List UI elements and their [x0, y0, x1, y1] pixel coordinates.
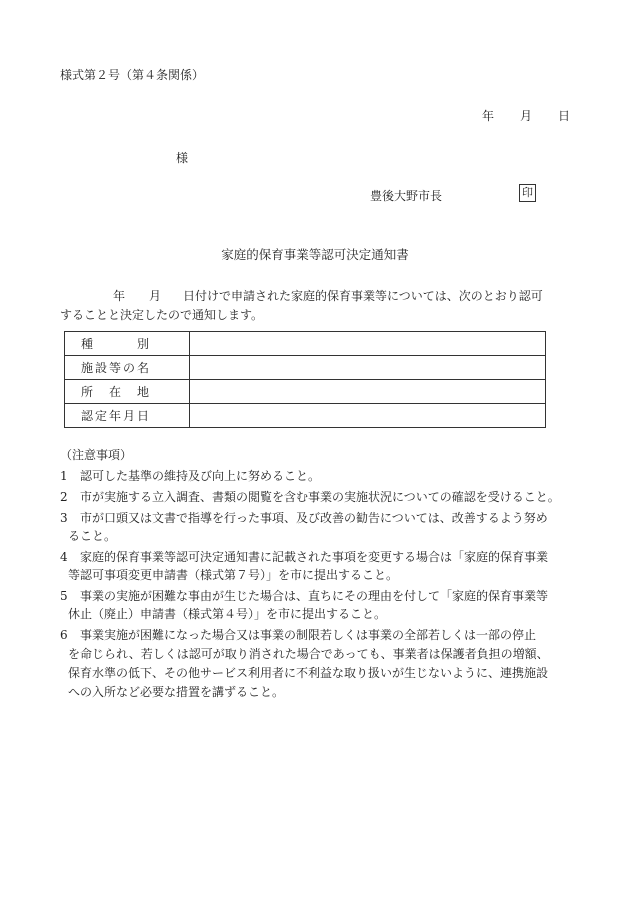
table-row: [65, 332, 546, 356]
note-number: 6: [60, 628, 68, 642]
date-day: 日: [558, 109, 571, 123]
note-number: 3: [60, 511, 68, 525]
body-month: 月: [149, 289, 162, 303]
table-row: [65, 380, 546, 404]
body-line-1: [113, 287, 543, 304]
note-number: 2: [60, 490, 68, 504]
row-value: [190, 332, 546, 356]
note-item: [60, 509, 548, 526]
note-item: [60, 587, 548, 604]
date-month: 月: [520, 109, 533, 123]
note-item: [60, 548, 548, 565]
notes-heading: （注意事項）: [60, 448, 133, 462]
note-continuation: 保育水準の低下、その他サービス利用者に不利益な取り扱いが生じないように、連携施設: [68, 666, 549, 680]
addressee-suffix: 様: [176, 151, 189, 165]
row-label: 種 別: [65, 332, 190, 356]
row-value: [190, 356, 546, 380]
note-continuation: を命じられ、若しくは認可が取り消された場合であっても、事業者は保護者負担の増額、: [68, 647, 549, 661]
note-continuation: への入所など必要な措置を講ずること。: [68, 685, 285, 699]
info-table: [64, 331, 546, 428]
body-year: 年: [113, 289, 126, 303]
note-text: 市が口頭又は文書で指導を行った事項、及び改善の勧告については、改善するよう努め: [80, 511, 548, 525]
note-text: 事業実施が困難になった場合又は事業の制限若しくは事業の全部若しくは一部の停止: [80, 628, 537, 642]
row-label: 施設等の名: [65, 356, 190, 380]
note-number: 1: [60, 469, 68, 483]
table-row: [65, 404, 546, 428]
seal-mark: 印: [519, 184, 536, 202]
form-number: 様式第２号（第４条関係）: [60, 68, 205, 82]
note-item: [60, 626, 536, 643]
note-text: 認可した基準の維持及び向上に努めること。: [80, 469, 321, 483]
note-number: 5: [60, 589, 68, 603]
body-line-2: することと決定したので通知します。: [60, 308, 264, 322]
table-row: [65, 356, 546, 380]
note-number: 4: [60, 550, 68, 564]
document-title: 家庭的保育事業等認可決定通知書: [221, 247, 409, 262]
date-year: 年: [482, 109, 495, 123]
note-continuation: 休止（廃止）申請書（様式第４号）」を市に提出すること。: [68, 607, 387, 621]
row-label: 認定年月日: [65, 404, 190, 428]
row-value: [190, 380, 546, 404]
date-line: [482, 107, 570, 124]
note-item: [60, 488, 560, 505]
issuer-name: 豊後大野市長: [370, 189, 443, 203]
note-text: 家庭的保育事業等認可決定通知書に記載された事項を変更する場合は「家庭的保育事業: [80, 550, 549, 564]
note-continuation: 等認可事項変更申請書（様式第７号）」を市に提出すること。: [68, 568, 399, 582]
body-line1-text: 日付けで申請された家庭的保育事業等については、次のとおり認可: [183, 289, 543, 303]
row-value: [190, 404, 546, 428]
note-text: 市が実施する立入調査、書類の閲覧を含む事業の実施状況についての確認を受けること。: [80, 490, 560, 504]
note-text: 事業の実施が困難な事由が生じた場合は、直ちにその理由を付して「家庭的保育事業等: [80, 589, 549, 603]
row-label: 所 在 地: [65, 380, 190, 404]
note-item: [60, 467, 320, 484]
note-continuation: ること。: [68, 529, 117, 543]
